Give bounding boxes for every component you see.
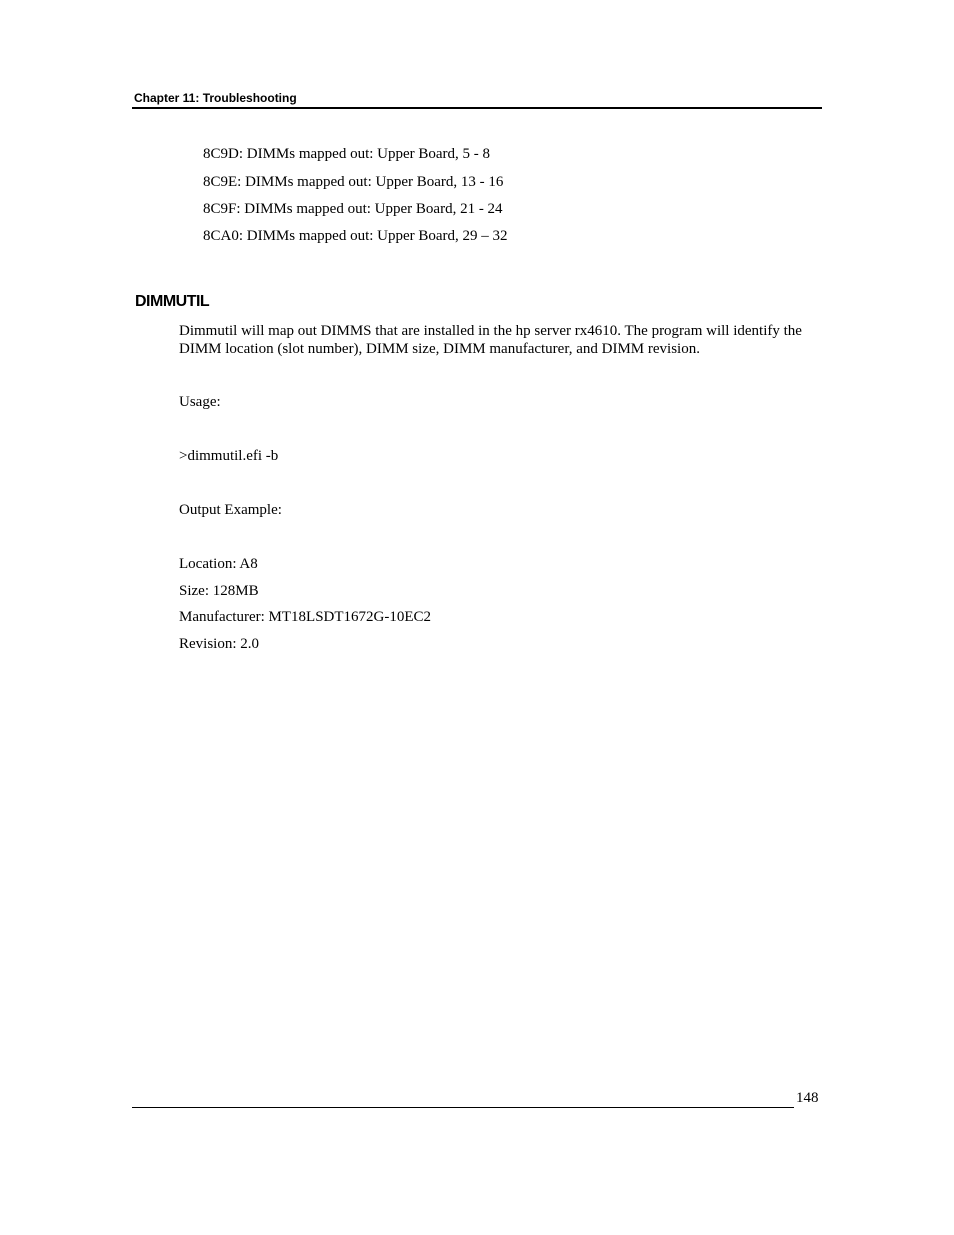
output-line: Revision: 2.0 bbox=[179, 636, 260, 652]
page-number: 148 bbox=[796, 1090, 819, 1106]
section-description: Dimmutil will map out DIMMS that are installed in the hp server rx4610. The program will identify the DIMM location (slot number), DIMM size, DIMM manufacturer, and DIMM revision. bbox=[179, 323, 802, 357]
usage-label: Usage: bbox=[179, 394, 221, 410]
dimm-list-item: 8C9D: DIMMs mapped out: Upper Board, 5 - 8 bbox=[203, 146, 491, 162]
chapter-header: Chapter 11: Troubleshooting bbox=[134, 91, 297, 105]
command-text: >dimmutil.efi -b bbox=[179, 448, 279, 464]
output-line: Manufacturer: MT18LSDT1672G-10EC2 bbox=[179, 609, 432, 625]
output-example-label: Output Example: bbox=[179, 502, 282, 518]
dimm-list-item: 8C9E: DIMMs mapped out: Upper Board, 13 - 16 bbox=[203, 174, 504, 190]
dimm-list-item: 8CA0: DIMMs mapped out: Upper Board, 29 – 32 bbox=[203, 228, 508, 244]
dimm-list-item: 8C9F: DIMMs mapped out: Upper Board, 21 - 24 bbox=[203, 201, 503, 217]
footer-rule bbox=[132, 1107, 794, 1108]
section-heading: DIMMUTIL bbox=[135, 293, 210, 310]
header-rule bbox=[132, 107, 822, 109]
output-line: Size: 128MB bbox=[179, 583, 259, 599]
output-line: Location: A8 bbox=[179, 556, 258, 572]
